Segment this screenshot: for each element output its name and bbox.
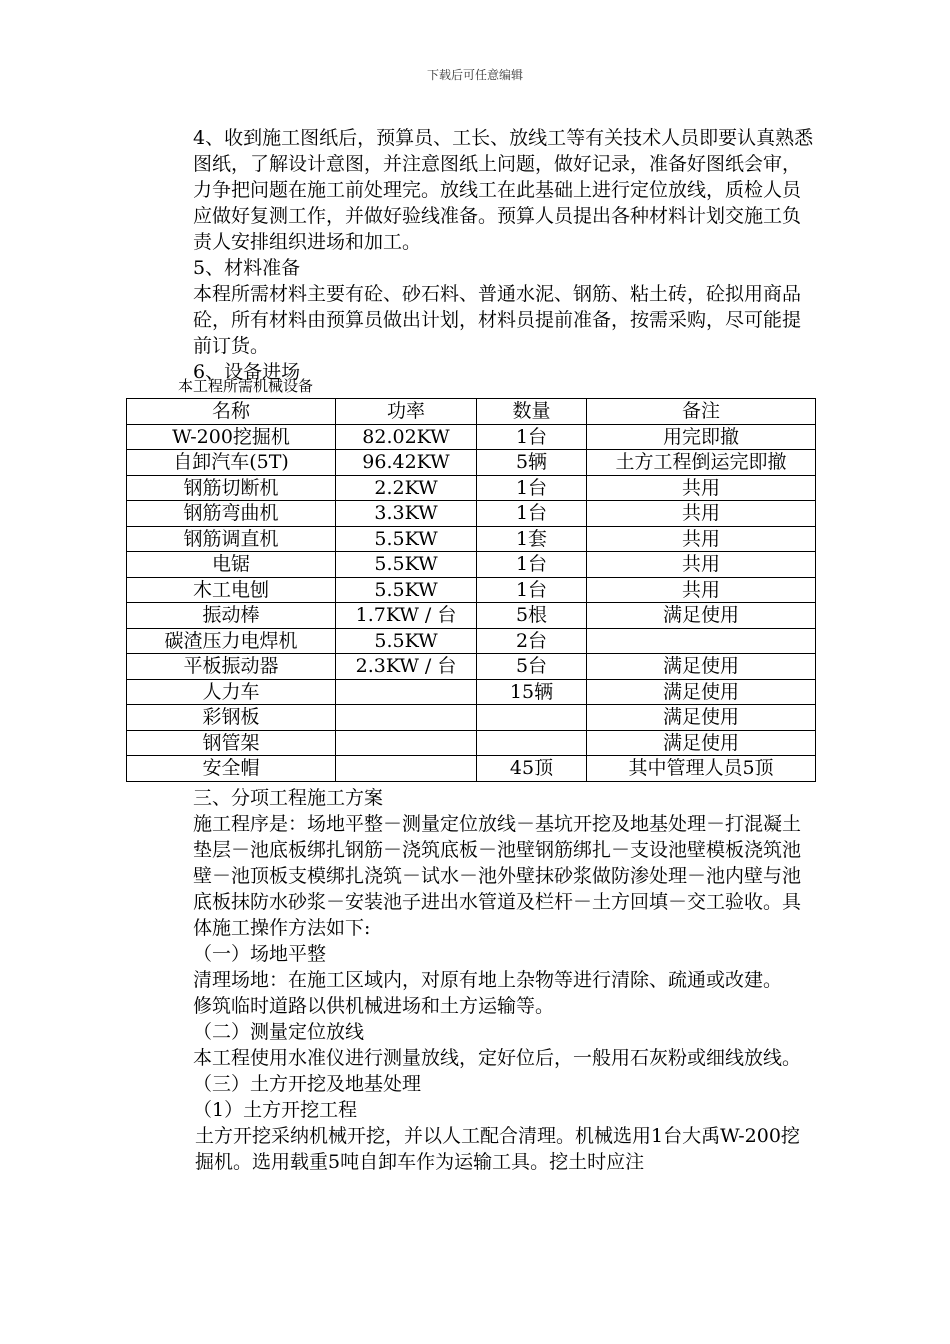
cell-power: 82.02KW <box>336 424 477 450</box>
cell-power <box>336 756 477 782</box>
paragraph-survey: 本工程使用水准仪进行测量放线，定好位后，一般用石灰粉或细线放线。 <box>193 1047 802 1069</box>
cell-remark: 满足使用 <box>587 603 816 629</box>
table-row <box>127 603 816 629</box>
cell-remark: 共用 <box>587 552 816 578</box>
cell-name: 安全帽 <box>127 756 336 782</box>
equipment-table <box>126 398 816 782</box>
cell-name: 彩钢板 <box>127 705 336 731</box>
cell-name: W-200挖掘机 <box>127 424 336 450</box>
table-row <box>127 424 816 450</box>
heading-excavation: （三）土方开挖及地基处理 <box>193 1073 422 1095</box>
paragraph-materials: 本程所需材料主要有砼、砂石料、普通水泥、钢筋、粘土砖，砼拟用商品砼，所有材料由预算员做出计划，材料员提前准备，按需采购，尽可能提前订货。 <box>193 283 802 357</box>
cell-name: 碳渣压力电焊机 <box>127 628 336 654</box>
table-caption: 本工程所需机械设备 <box>178 377 314 395</box>
cell-power: 5.5KW <box>336 628 477 654</box>
page-header: 下载后可任意编辑 <box>426 68 523 82</box>
table-row <box>127 552 816 578</box>
cell-quantity: 45顶 <box>477 756 587 782</box>
cell-remark: 用完即撤 <box>587 424 816 450</box>
cell-quantity: 1台 <box>477 424 587 450</box>
header-quantity: 数量 <box>477 399 587 425</box>
header-name: 名称 <box>127 399 336 425</box>
table-row <box>127 501 816 527</box>
table-row <box>127 756 816 782</box>
table-row <box>127 526 816 552</box>
cell-name: 钢筋切断机 <box>127 475 336 501</box>
cell-quantity: 2台 <box>477 628 587 654</box>
table-row <box>127 705 816 731</box>
cell-quantity: 1套 <box>477 526 587 552</box>
paragraph-drawing-review: 4、收到施工图纸后，预算员、工长、放线工等有关技术人员即要认真熟悉图纸，了解设计意图，并注意图纸上问题，做好记录，准备好图纸会审，力争把问题在施工前处理完。放线工在此基础上进行定位放线，质检人员应做好复测工作，并做好验线准备。预算人员提出各种材料计划交施工负责人安排组织进场和加工。 <box>193 127 814 253</box>
cell-quantity: 5辆 <box>477 450 587 476</box>
paragraph-site-clearing: 清理场地：在施工区域内，对原有地上杂物等进行清除、疏通或改建。 <box>193 969 783 991</box>
cell-quantity: 1台 <box>477 475 587 501</box>
cell-remark: 共用 <box>587 501 816 527</box>
cell-remark <box>587 628 816 654</box>
cell-power: 3.3KW <box>336 501 477 527</box>
cell-power <box>336 705 477 731</box>
cell-remark: 满足使用 <box>587 654 816 680</box>
cell-name: 钢管架 <box>127 730 336 756</box>
table-row <box>127 577 816 603</box>
table-row <box>127 679 816 705</box>
header-remark: 备注 <box>587 399 816 425</box>
table-row <box>127 730 816 756</box>
cell-quantity <box>477 730 587 756</box>
table-row <box>127 475 816 501</box>
cell-name: 木工电刨 <box>127 577 336 603</box>
header-power: 功率 <box>336 399 477 425</box>
cell-power <box>336 679 477 705</box>
table-header-row <box>127 399 816 425</box>
paragraph-earthwork: 土方开挖采纳机械开挖，并以人工配合清理。机械选用1台大禹W-200挖掘机。选用载重5吨自卸车作为运输工具。挖土时应注 <box>195 1125 800 1173</box>
cell-quantity <box>477 705 587 731</box>
cell-name: 钢筋调直机 <box>127 526 336 552</box>
cell-name: 钢筋弯曲机 <box>127 501 336 527</box>
table-row <box>127 450 816 476</box>
cell-remark: 满足使用 <box>587 705 816 731</box>
heading-earthwork: （1）土方开挖工程 <box>193 1099 358 1121</box>
heading-site-leveling: （一）场地平整 <box>193 943 327 965</box>
cell-power: 5.5KW <box>336 552 477 578</box>
cell-power: 2.3KW / 台 <box>336 654 477 680</box>
heading-material-prep: 5、材料准备 <box>193 257 301 279</box>
cell-quantity: 15辆 <box>477 679 587 705</box>
cell-power: 2.2KW <box>336 475 477 501</box>
cell-name: 自卸汽车(5T) <box>127 450 336 476</box>
cell-quantity: 5根 <box>477 603 587 629</box>
cell-name: 电锯 <box>127 552 336 578</box>
cell-power: 96.42KW <box>336 450 477 476</box>
top-text-block <box>145 125 815 385</box>
cell-name: 振动棒 <box>127 603 336 629</box>
cell-remark: 其中管理人员5顶 <box>587 756 816 782</box>
cell-remark: 共用 <box>587 577 816 603</box>
paragraph-procedure: 施工程序是：场地平整－测量定位放线－基坑开挖及地基处理－打混凝土垫层－池底板绑扎钢筋－浇筑底板－池壁钢筋绑扎－支设池壁模板浇筑池壁－池顶板支模绑扎浇筑－试水－池外壁抹砂浆做防渗处理－池内壁与池底板抹防水砂浆－安装池子进出水管道及栏杆－土方回填－交工验收。具体施工操作方法如下: <box>193 813 802 939</box>
bottom-text-block <box>145 785 815 1175</box>
table-row <box>127 628 816 654</box>
cell-remark: 共用 <box>587 526 816 552</box>
cell-name: 平板振动器 <box>127 654 336 680</box>
heading-section-three: 三、分项工程施工方案 <box>193 787 384 809</box>
cell-power: 5.5KW <box>336 577 477 603</box>
paragraph-temp-road: 修筑临时道路以供机械进场和土方运输等。 <box>193 995 555 1017</box>
cell-quantity: 1台 <box>477 577 587 603</box>
cell-power: 5.5KW <box>336 526 477 552</box>
cell-quantity: 5台 <box>477 654 587 680</box>
cell-quantity: 1台 <box>477 552 587 578</box>
cell-remark: 土方工程倒运完即撤 <box>587 450 816 476</box>
heading-equipment: 6、设备进场 <box>193 361 301 383</box>
heading-survey: （二）测量定位放线 <box>193 1021 365 1043</box>
cell-power: 1.7KW / 台 <box>336 603 477 629</box>
cell-quantity: 1台 <box>477 501 587 527</box>
table-row <box>127 654 816 680</box>
cell-remark: 满足使用 <box>587 679 816 705</box>
cell-remark: 共用 <box>587 475 816 501</box>
cell-remark: 满足使用 <box>587 730 816 756</box>
cell-name: 人力车 <box>127 679 336 705</box>
cell-power <box>336 730 477 756</box>
